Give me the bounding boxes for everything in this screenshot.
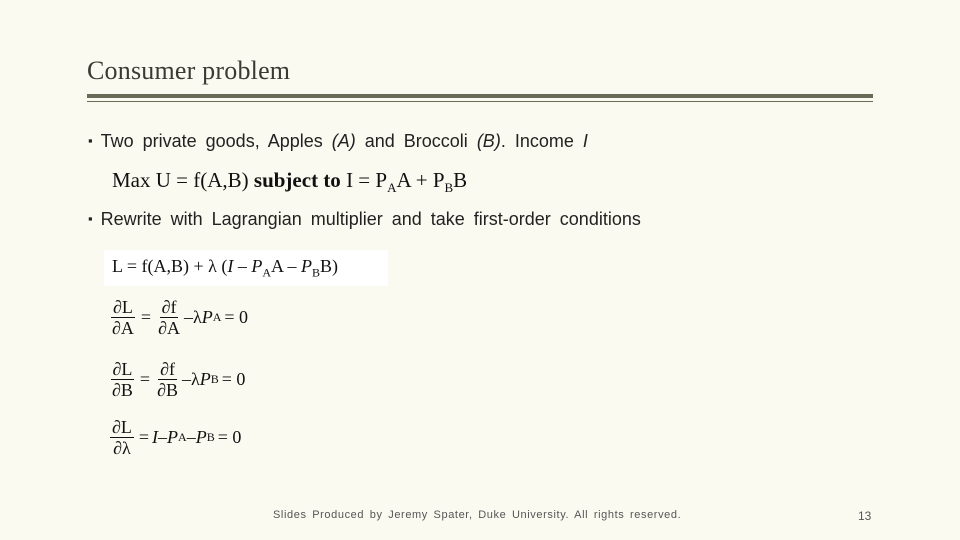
foc-eq: = 0 <box>221 369 246 389</box>
foc-rest: –λ <box>181 369 200 389</box>
lagr-lhs: L = f(A,B) + λ ( <box>112 256 228 276</box>
frac-den: ∂B <box>112 380 133 400</box>
foc-sub: A <box>212 310 222 324</box>
fraction-df-db <box>155 359 180 400</box>
lagr-end: B) <box>320 256 339 276</box>
max-part3: A + P <box>396 168 445 192</box>
var-apples: (A) <box>331 131 356 151</box>
foc-price: P <box>199 369 211 389</box>
fraction-df-da <box>156 297 182 338</box>
frac-den: ∂λ <box>113 438 131 458</box>
bullet-lagrangian <box>88 209 641 230</box>
max-part2: I = P <box>340 168 388 192</box>
foc-price: P <box>201 307 213 327</box>
slide-title: Consumer problem <box>87 56 291 85</box>
foc-apples <box>108 297 251 338</box>
frac-den: ∂A <box>112 318 134 338</box>
equals-sign: = <box>139 369 151 389</box>
equals-sign: = <box>140 307 152 327</box>
max-utility-equation <box>112 168 467 196</box>
foc-lambda <box>108 417 244 458</box>
bullet-text: Rewrite with Lagrangian multiplier and take first-order conditions <box>100 209 641 229</box>
bullet-text-a: Two private goods, Apples <box>100 131 332 151</box>
bullet-text-b: and Broccoli <box>355 131 477 151</box>
lagr-p2: P <box>301 256 313 276</box>
fraction-dl-db <box>110 359 135 400</box>
lagr-mid1: – <box>233 256 252 276</box>
frac-num: ∂f <box>161 297 177 317</box>
frac-den: ∂B <box>157 380 178 400</box>
foc-eq: = 0 <box>224 307 249 327</box>
var-income: I <box>582 131 588 151</box>
lagr-sub-b: B <box>312 265 321 280</box>
max-sub-b: B <box>444 180 454 196</box>
foc-sub-a: A <box>178 430 187 444</box>
max-part4: B <box>453 168 468 192</box>
frac-den: ∂A <box>158 318 180 338</box>
max-part1: Max U = f(A,B) <box>112 168 254 192</box>
frac-num: ∂L <box>112 359 133 379</box>
lagr-sub-a: A <box>262 265 272 280</box>
title-rule-thin <box>87 101 873 102</box>
frac-num: ∂L <box>113 297 133 317</box>
foc-sub-b: B <box>206 430 215 444</box>
fraction-dl-dlambda <box>110 417 134 458</box>
fraction-dl-da <box>110 297 136 338</box>
foc-expr: I–P <box>152 427 179 447</box>
bullet-square-icon: ▪ <box>88 133 93 148</box>
foc-mid: –P <box>186 427 207 447</box>
equals-sign: = <box>138 427 150 447</box>
lagrangian-equation <box>112 256 338 281</box>
slide-footer: Slides Produced by Jeremy Spater, Duke University. All rights reserved. <box>273 509 682 521</box>
bullet-text-c: . Income <box>500 131 583 151</box>
foc-rest: –λ <box>183 307 202 327</box>
max-keyword: subject to <box>253 168 341 192</box>
frac-num: ∂L <box>112 417 132 437</box>
var-broccoli: (B) <box>476 131 501 151</box>
lagr-income: I <box>227 256 234 276</box>
page-number: 13 <box>858 509 872 523</box>
frac-num: ∂f <box>160 359 175 379</box>
foc-broccoli <box>108 359 248 400</box>
bullet-goods <box>88 131 588 152</box>
lagr-mid2: A – <box>271 256 302 276</box>
max-sub-a: A <box>387 180 397 196</box>
foc-sub: B <box>210 372 219 386</box>
foc-eq: = 0 <box>217 427 242 447</box>
lagr-p: P <box>251 256 263 276</box>
bullet-square-icon: ▪ <box>88 211 93 226</box>
title-rule-thick <box>87 94 873 98</box>
